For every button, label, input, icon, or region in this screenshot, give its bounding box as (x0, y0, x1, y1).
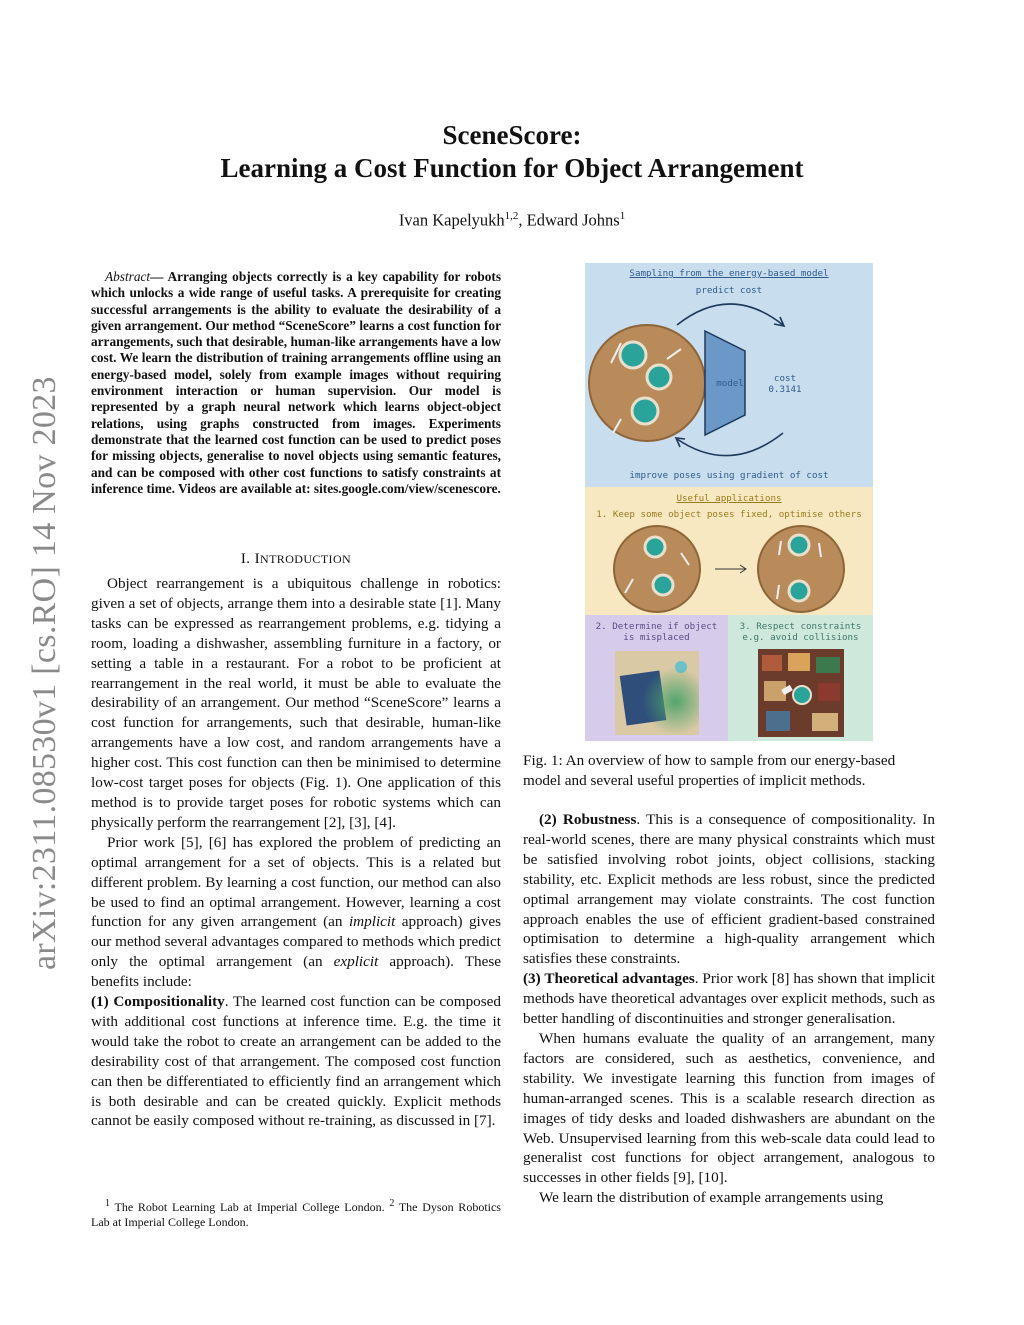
tile-3 (816, 657, 840, 673)
plate-before-1 (645, 537, 665, 557)
figure-panel-sampling (585, 263, 873, 487)
footnote-sup-1: 1 (105, 1198, 110, 1209)
section-heading-introduction (91, 551, 501, 568)
plate-before-2 (653, 575, 673, 595)
author-2-name: Edward Johns (526, 210, 620, 230)
paper-title-line2: Learning a Cost Function for Object Arrangement (220, 153, 804, 183)
right-column-body (523, 810, 935, 1208)
author-sep: , (518, 210, 527, 230)
figure-predict-cost: predict cost (695, 285, 763, 296)
intro-paragraph-3 (91, 992, 501, 1131)
compositionality-text: . The learned cost function can be composed with additional cost functions at inference time. E.g. the time it would take the robot to create an arrangement can be added to the desirability cost of that arrangement. The composed cost function can then be differentiated to efficiently find an arrangement which is both desirable and can be created quickly. Explicit methods cannot be easily composed without re-training, as discussed in [7]. (91, 993, 502, 1130)
humans-paragraph: When humans evaluate the quality of an arrangement, many factors are considered, such as aesthetics, convenience, and stability. We investigate learning this function from images of human-arranged scenes. This is a scalable research direction as images of tidy desks and loaded dishwashers are abundant on the Web. Unsupervised learning from this web-scale data could lead to generalist cost functions for object arrangement, analogous to successes in other fields [9], [10]. (523, 1029, 935, 1187)
figure-app-2-line1: 2. Determine if object (595, 621, 718, 632)
collision-avoidance-photo (758, 649, 844, 737)
abstract (91, 269, 501, 497)
footnote (91, 1196, 501, 1230)
section-numeral: I. (240, 551, 255, 567)
arrow-improve-path (677, 433, 783, 456)
section-first-letter: I (254, 551, 261, 567)
p2-explicit: explicit (333, 953, 379, 971)
figure-panel-misplaced (585, 615, 728, 741)
footnote-sup-2: 2 (389, 1198, 395, 1209)
fixed-poses-example (585, 523, 873, 615)
figure-model-label: model (716, 378, 744, 389)
arxiv-stamp: arXiv:2311.08530v1 [cs.RO] 14 Nov 2023 (26, 376, 63, 970)
footnote-text-2: The Dyson Robotics Lab at Imperial College London. (91, 1200, 501, 1229)
author-list (0, 210, 1024, 231)
intro-paragraph-2 (91, 833, 501, 992)
author-1-name: Ivan Kapelyukh (398, 210, 505, 230)
plate-after-2 (789, 581, 809, 601)
energy-model-diagram (585, 263, 873, 487)
section-rest: NTRODUCTION (260, 552, 352, 566)
author-2-affil: 1 (619, 210, 626, 222)
abstract-label: Abstract (105, 269, 151, 284)
tile-6 (766, 711, 790, 731)
theoretical-label: (3) Theoretical advantages (523, 970, 695, 988)
figure-app-2-line2: is misplaced (623, 632, 690, 643)
p2-part-b: approach) gives our method several advantages compared to methods which predict only the optimal arrangement (an (91, 913, 501, 971)
theoretical-paragraph (523, 969, 935, 1029)
footnote-text-1: The Robot Learning Lab at Imperial College London. (110, 1200, 390, 1214)
figure-panel-applications (585, 487, 873, 615)
abstract-text: — Arranging objects correctly is a key capability for robots which unlocks a wide range of useful tasks. A prerequisite for creating successful arrangements is the ability to evaluate the desirability of a given arrangement. Our method “SceneScore” learns a cost function for arrangements, such that desirable, human-like arrangements have a low cost. We learn the distribution of training arrangements offline using an energy-based model, solely from example images without requiring environment interaction or human supervision. Our model is represented by a graph neural network which learns object-object relations, using graphs constructed from images. Experiments demonstrate that the learned cost function can be used to predict poses for missing objects, generalise to novel objects using semantic features, and can be composed with other cost functions to satisfy constraints at inference time. Videos are available at: sites.google.com/view/scenescore. (91, 269, 501, 496)
robustness-label: (2) Robustness (539, 811, 637, 828)
figure-app-3-line1: 3. Respect constraints (739, 621, 862, 632)
figure-caption: Fig. 1: An overview of how to sample from our energy-based model and several useful properties of implicit methods. (523, 752, 896, 789)
tile-2 (788, 653, 810, 671)
left-column-body (91, 574, 501, 1131)
plate-1 (620, 342, 646, 368)
author-1-affil: 1,2 (504, 210, 519, 222)
figure-app-3-line2: e.g. avoid collisions (742, 632, 859, 643)
plate-3 (632, 398, 658, 424)
figure-app-1: 1. Keep some object poses fixed, optimise others (596, 509, 862, 520)
robustness-text: . This is a consequence of compositionality. In real-world scenes, there are many physical constraints which must be satisfied involving robot joints, object collisions, stacking stability, etc. Explicit methods are less robust, since the predicted optimal arrangement may violate constraints. The cost function approach enables the use of efficient gradient-based constrained optimisation to determine a high-quality arrangement which satisfies these constraints. (523, 811, 935, 968)
paper-title-line1: SceneScore: (442, 120, 582, 150)
p2-part-c: approach). These benefits include: (91, 953, 501, 991)
arrow-predict-path (677, 304, 783, 325)
figure-cost-value: 0.3141 (768, 384, 802, 395)
tile-1 (762, 655, 782, 671)
p2-part-a: Prior work [5], [6] has explored the problem of predicting an optimal arrangement for a set of objects. This is a related but different problem. By learning a cost function, our method can also be used to find an optimal arrangement. However, learning a cost function for any given arrangement (an (91, 833, 501, 931)
figure-heading-sampling: Sampling from the energy-based model (629, 268, 829, 279)
figure-panel-constraints (728, 615, 873, 741)
tile-7 (812, 713, 838, 731)
figure-heading-applications: Useful applications (676, 493, 782, 504)
tile-5 (818, 683, 840, 701)
intro-paragraph-1: Object rearrangement is a ubiquitous challenge in robotics: given a set of objects, arrange them into a desirable state [1]. Many tasks can be expressed as rearrangement problems, e.g. tidying a room, loading a dishwasher, assembling furniture in a factory, or setting a table in a restaurant. For a robot to be proficient at rearrangement in the real world, it must be able to evaluate the desirability of an arrangement. Our method “SceneScore” learns a cost function for arrangements, such that desirable, human-like arrangements have a low cost, and random arrangements have a higher cost. This cost function can then be minimised to determine low-cost target poses for objects (Fig. 1). One application of this method is to provide target poses for robotic systems which can physically perform the rearrangement [2], [3], [4]. (91, 575, 501, 831)
figure-improve-label: improve poses using gradient of cost (629, 470, 829, 481)
figure-1 (585, 263, 873, 741)
compositionality-label: (1) Compositionality (91, 993, 225, 1011)
plate-center (793, 686, 811, 704)
saliency-blob (615, 651, 699, 735)
theoretical-text: . Prior work [8] has shown that implicit methods have theoretical advantages over explicit methods, such as better handling of discontinuities and stronger generalisation. (523, 970, 935, 1028)
plate-2 (647, 365, 671, 389)
plate-after-1 (789, 535, 809, 555)
robustness-paragraph (523, 810, 935, 969)
learn-paragraph: We learn the distribution of example arrangements using (539, 1189, 884, 1207)
figure-cost-label: cost (773, 373, 797, 384)
p2-implicit: implicit (348, 913, 396, 931)
misplaced-object-photo (615, 651, 699, 735)
